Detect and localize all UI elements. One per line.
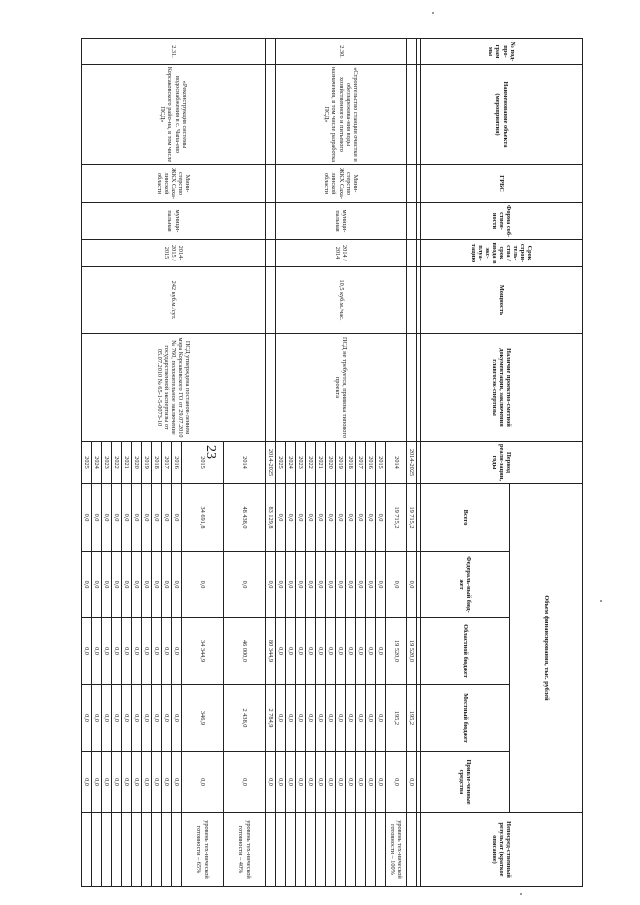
- cell-federal: 0,0: [172, 552, 182, 618]
- cell-period: 2018: [346, 442, 356, 484]
- cell-total: 0,0: [336, 484, 346, 552]
- cell-other: 0,0: [82, 752, 92, 813]
- header-funding: Объем финансирования, тыс. рублей: [510, 484, 583, 813]
- cell-federal: 0,0: [182, 552, 224, 618]
- cell-other: 0,0: [336, 752, 346, 813]
- cell-regional: 0,0: [102, 618, 112, 685]
- page-number: 23: [203, 445, 218, 459]
- cell-federal: 0,0: [296, 552, 306, 618]
- cell-local: 0,0: [376, 685, 386, 752]
- cell-total: 0,0: [112, 484, 122, 552]
- cell-federal: 0,0: [366, 552, 376, 618]
- cell-regional: 0,0: [346, 618, 356, 685]
- cell-total: 0,0: [82, 484, 92, 552]
- cell-other: 0,0: [152, 752, 162, 813]
- cell-federal: 0,0: [102, 552, 112, 618]
- cell-federal: 0,0: [286, 552, 296, 618]
- header-name: Наименование объекта (мероприятия): [421, 65, 583, 165]
- cell-total: 34 691,8: [182, 484, 224, 552]
- cell-regional: 0,0: [92, 618, 102, 685]
- cell-local: 0,0: [316, 685, 326, 752]
- cell-period: 2020: [326, 442, 336, 484]
- cell-regional: 0,0: [112, 618, 122, 685]
- cell-federal: 0,0: [92, 552, 102, 618]
- cell-federal: 0,0: [266, 552, 276, 618]
- obj1-psd: ПСД не требуется, привязка типового проекта: [276, 334, 407, 442]
- cell-local: 0,0: [112, 685, 122, 752]
- cell-period: 2023: [102, 442, 112, 484]
- cell-total: 0,0: [366, 484, 376, 552]
- cell-period: 2025: [276, 442, 286, 484]
- cell-federal: 0,0: [152, 552, 162, 618]
- cell-local: 0,0: [132, 685, 142, 752]
- funding-table: [81, 38, 583, 887]
- cell-local: 0,0: [152, 685, 162, 752]
- cell-other: 0,0: [376, 752, 386, 813]
- cell-total: 0,0: [102, 484, 112, 552]
- header-term: Срок строи-тель-ства / срок ввода в экс-плуа-тацию: [421, 240, 583, 267]
- cell-period: 2014-2025: [407, 442, 417, 484]
- cell-federal: 0,0: [112, 552, 122, 618]
- cell-total: 0,0: [296, 484, 306, 552]
- cell-total: 0,0: [306, 484, 316, 552]
- cell-federal: 0,0: [356, 552, 366, 618]
- cell-other: 0,0: [366, 752, 376, 813]
- cell-local: 346,9: [182, 685, 224, 752]
- cell-regional: 46 000,0: [224, 618, 266, 685]
- cell-local: 0,0: [172, 685, 182, 752]
- table-row: [266, 39, 276, 887]
- header-period: Период реали-зации, годы: [421, 442, 583, 484]
- cell-other: 0,0: [266, 752, 276, 813]
- cell-federal: 0,0: [224, 552, 266, 618]
- header-form: Форма соб-ствен-ности: [421, 203, 583, 240]
- cell-total: 0,0: [356, 484, 366, 552]
- cell-period: 2017: [162, 442, 172, 484]
- cell-regional: 0,0: [122, 618, 132, 685]
- cell-period: 2015: [182, 442, 224, 484]
- header-other: Привле-ченные средства: [421, 752, 510, 813]
- cell-local: 0,0: [122, 685, 132, 752]
- cell-federal: 0,0: [306, 552, 316, 618]
- cell-period: 2019: [142, 442, 152, 484]
- cell-local: 2 784,9: [266, 685, 276, 752]
- cell-federal: 0,0: [336, 552, 346, 618]
- cell-other: 0,0: [296, 752, 306, 813]
- cell-federal: 0,0: [122, 552, 132, 618]
- cell-federal: 0,0: [376, 552, 386, 618]
- cell-federal: 0,0: [316, 552, 326, 618]
- cell-regional: 0,0: [286, 618, 296, 685]
- cell-period: 2015: [376, 442, 386, 484]
- cell-other: 0,0: [112, 752, 122, 813]
- header-psd: Наличие проектно-сметной документации, заключения главгосэк-спертизы: [421, 334, 583, 442]
- cell-federal: 0,0: [142, 552, 152, 618]
- cell-other: 0,0: [386, 752, 407, 813]
- cell-period: 2014-2025: [266, 442, 276, 484]
- scan-speck: [520, 893, 522, 895]
- cell-local: 2 438,0: [224, 685, 266, 752]
- cell-regional: 0,0: [82, 618, 92, 685]
- cell-period: 2024: [286, 442, 296, 484]
- cell-local: 0,0: [276, 685, 286, 752]
- cell-other: 0,0: [276, 752, 286, 813]
- cell-regional: 80 344,9: [266, 618, 276, 685]
- cell-total: 0,0: [276, 484, 286, 552]
- obj1-num: 2.30.: [276, 39, 407, 65]
- cell-regional: 0,0: [296, 618, 306, 685]
- obj1-name: «Строительство станции очистки и обеззарежива-ния воды хозяйственного и питьевого назначения, в том числе разработка ПСД»: [276, 65, 407, 165]
- cell-local: 0,0: [142, 685, 152, 752]
- cell-local: 0,0: [102, 685, 112, 752]
- cell-total: 0,0: [376, 484, 386, 552]
- cell-period: 2016: [172, 442, 182, 484]
- cell-other: 0,0: [132, 752, 142, 813]
- cell-other: 0,0: [92, 752, 102, 813]
- header-num: № под-про-грам мы: [421, 39, 583, 65]
- cell-total: 19 715,2: [386, 484, 407, 552]
- cell-other: 0,0: [356, 752, 366, 813]
- obj2-psd: ПСД утверждена постанов-лением мэра Корсаковского ГО от 29.07.2010 № 760, положительное заключение государственной экспертизы от 05.07.2010 № 65-1-5-0073-10: [82, 334, 266, 442]
- cell-federal: 0,0: [386, 552, 407, 618]
- cell-regional: 0,0: [376, 618, 386, 685]
- cell-regional: 0,0: [276, 618, 286, 685]
- cell-local: 0,0: [296, 685, 306, 752]
- obj1-grbs: Мини-стерство ЖКХ Саха-линской области: [276, 165, 407, 203]
- table-row: [407, 39, 417, 887]
- cell-other: 0,0: [407, 752, 417, 813]
- table-row: [224, 39, 266, 887]
- obj1-form: муници-пальная: [276, 203, 407, 240]
- cell-period: 2021: [316, 442, 326, 484]
- cell-local: 0,0: [82, 685, 92, 752]
- header-result: Непосред-ственный результат (краткое описание): [421, 813, 583, 887]
- cell-local: 0,0: [326, 685, 336, 752]
- cell-federal: 0,0: [276, 552, 286, 618]
- cell-local: 195,2: [407, 685, 417, 752]
- cell-other: 0,0: [172, 752, 182, 813]
- header-grbs: ГРБС: [421, 165, 583, 203]
- cell-other: 0,0: [182, 752, 224, 813]
- cell-local: 0,0: [306, 685, 316, 752]
- cell-other: 0,0: [326, 752, 336, 813]
- cell-total: 0,0: [326, 484, 336, 552]
- cell-other: 0,0: [286, 752, 296, 813]
- cell-regional: 34 344,9: [182, 618, 224, 685]
- cell-local: 0,0: [366, 685, 376, 752]
- cell-federal: 0,0: [346, 552, 356, 618]
- cell-regional: 0,0: [142, 618, 152, 685]
- cell-period: 2020: [132, 442, 142, 484]
- cell-local: 0,0: [162, 685, 172, 752]
- scan-speck: [432, 12, 434, 14]
- cell-total: 19 715,2: [407, 484, 417, 552]
- cell-total: 48 438,0: [224, 484, 266, 552]
- obj1-power: 10,5 куб.м./час.: [276, 267, 407, 334]
- header-regional: Областной бюджет: [421, 618, 510, 685]
- cell-regional: 0,0: [326, 618, 336, 685]
- obj2-num: 2.31.: [82, 39, 266, 65]
- cell-regional: 0,0: [366, 618, 376, 685]
- cell-total: 0,0: [172, 484, 182, 552]
- cell-total: 0,0: [132, 484, 142, 552]
- table-row: [386, 39, 407, 887]
- cell-period: 2022: [112, 442, 122, 484]
- cell-federal: 0,0: [326, 552, 336, 618]
- cell-total: 83 129,8: [266, 484, 276, 552]
- cell-local: 0,0: [286, 685, 296, 752]
- cell-total: 0,0: [92, 484, 102, 552]
- obj2-form: муници-пальная: [82, 203, 266, 240]
- cell-total: 0,0: [152, 484, 162, 552]
- cell-other: 0,0: [306, 752, 316, 813]
- cell-other: 0,0: [224, 752, 266, 813]
- cell-period: 2024: [92, 442, 102, 484]
- cell-regional: 0,0: [306, 618, 316, 685]
- cell-period: 2014: [386, 442, 407, 484]
- cell-federal: 0,0: [82, 552, 92, 618]
- cell-regional: 0,0: [132, 618, 142, 685]
- rotated-table-page: [83, 38, 583, 879]
- cell-other: 0,0: [142, 752, 152, 813]
- cell-local: 0,0: [92, 685, 102, 752]
- obj2-name: «Реконструкция системы водоснабжения в с. Чапа-ево Корсаковского райо-на, в том числе ПСД»: [82, 65, 266, 165]
- cell-total: 0,0: [316, 484, 326, 552]
- cell-total: 0,0: [122, 484, 132, 552]
- obj2-term: 2014-2015 / 2015: [82, 240, 266, 267]
- cell-federal: 0,0: [407, 552, 417, 618]
- cell-period: 2022: [306, 442, 316, 484]
- cell-total: 0,0: [346, 484, 356, 552]
- cell-period: 2025: [82, 442, 92, 484]
- cell-result: уровень тех-нической готовности – 40%: [224, 813, 266, 887]
- cell-local: 0,0: [346, 685, 356, 752]
- cell-regional: 0,0: [316, 618, 326, 685]
- cell-local: 0,0: [356, 685, 366, 752]
- cell-period: 2021: [122, 442, 132, 484]
- cell-other: 0,0: [122, 752, 132, 813]
- cell-period: 2023: [296, 442, 306, 484]
- cell-other: 0,0: [316, 752, 326, 813]
- header-total: Всего: [421, 484, 510, 552]
- cell-total: 0,0: [142, 484, 152, 552]
- cell-federal: 0,0: [162, 552, 172, 618]
- cell-period: 2014: [224, 442, 266, 484]
- cell-regional: 19 520,0: [407, 618, 417, 685]
- cell-period: 2017: [356, 442, 366, 484]
- scan-speck: [600, 600, 602, 602]
- obj1-term: 2014 / 2014: [276, 240, 407, 267]
- cell-total: 0,0: [286, 484, 296, 552]
- cell-federal: 0,0: [132, 552, 142, 618]
- cell-regional: 0,0: [336, 618, 346, 685]
- cell-period: 2019: [336, 442, 346, 484]
- cell-regional: 0,0: [152, 618, 162, 685]
- obj2-grbs: Мини-стерство ЖКХ Саха-линской области: [82, 165, 266, 203]
- cell-total: 0,0: [162, 484, 172, 552]
- header-local: Местный бюджет: [421, 685, 510, 752]
- cell-regional: 0,0: [356, 618, 366, 685]
- obj2-power: 242 куб.м./сут.: [82, 267, 266, 334]
- header-federal: Федераль-ный бюд-жет: [421, 552, 510, 618]
- cell-local: 0,0: [336, 685, 346, 752]
- cell-other: 0,0: [162, 752, 172, 813]
- cell-local: 195,2: [386, 685, 407, 752]
- header-power: Мощность: [421, 267, 583, 334]
- cell-regional: 0,0: [162, 618, 172, 685]
- cell-result: уровень тех-нической готовности – 100%: [386, 813, 407, 887]
- cell-other: 0,0: [346, 752, 356, 813]
- cell-period: 2018: [152, 442, 162, 484]
- cell-other: 0,0: [102, 752, 112, 813]
- gap-row: [417, 39, 421, 887]
- cell-result: уровень тех-нической готовности – 65%: [182, 813, 224, 887]
- cell-period: 2016: [366, 442, 376, 484]
- cell-regional: 19 520,0: [386, 618, 407, 685]
- cell-regional: 0,0: [172, 618, 182, 685]
